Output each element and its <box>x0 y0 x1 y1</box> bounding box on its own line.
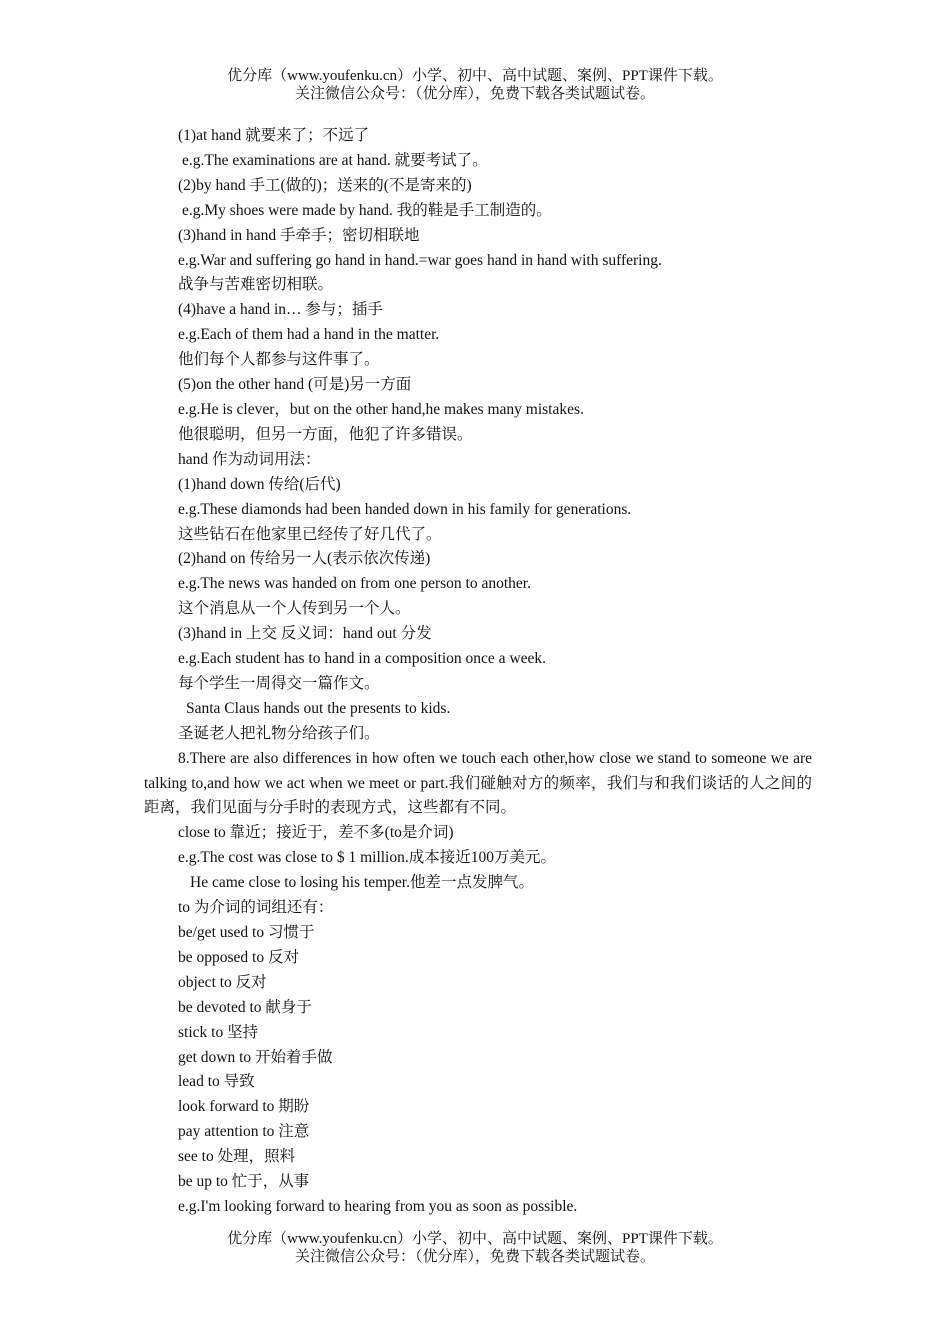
text-line: be up to 忙于，从事 <box>178 1173 310 1191</box>
text-line: to 为介词的词组还有： <box>178 899 334 917</box>
text-line: be devoted to 献身于 <box>178 998 312 1016</box>
header-line-1: 优分库（www.youfenku.cn）小学、初中、高中试题、案例、PPT课件下载。 <box>227 68 723 84</box>
text-line: 圣诞老人把礼物分给孩子们。 <box>178 724 380 742</box>
text-line: 他们每个人都参与这件事了。 <box>178 351 380 369</box>
text-line: e.g.These diamonds had been handed down in his family for generations. <box>178 500 632 518</box>
text-line: e.g.Each of them had a hand in the matter. <box>178 326 440 344</box>
text-line: hand 作为动词用法： <box>178 450 321 468</box>
page-footer <box>0 1230 950 1266</box>
text-line: e.g.The news was handed on from one person to another. <box>178 575 531 593</box>
text-line: look forward to 期盼 <box>178 1098 310 1116</box>
text-line: Santa Claus hands out the presents to kids. <box>186 699 451 717</box>
text-line: (4)have a hand in… 参与；插手 <box>178 301 383 319</box>
text-line: be opposed to 反对 <box>178 948 299 966</box>
text-line: 他很聪明，但另一方面，他犯了许多错误。 <box>178 425 473 443</box>
paragraph-8: 8.There are also differences in how often we touch each other,how close we stand to someone we are talking to,and how we act when we meet or part.我们碰触对方的频率，我们与和我们谈话的人之间的距离，我们见面与分手时的表现方式，这些都有不同。 <box>144 749 812 817</box>
page-header <box>0 67 950 103</box>
text-line: He came close to losing his temper.他差一点发脾气。 <box>190 874 534 892</box>
text-line: lead to 导致 <box>178 1073 255 1091</box>
text-line: (2)hand on 传给另一人(表示依次传递) <box>178 550 431 568</box>
text-line: stick to 坚持 <box>178 1023 259 1041</box>
text-line: get down to 开始着手做 <box>178 1048 333 1066</box>
text-line: 每个学生一周得交一篇作文。 <box>178 674 380 692</box>
text-line: (2)by hand 手工(做的)；送来的(不是寄来的) <box>178 176 472 194</box>
footer-line-1: 优分库（www.youfenku.cn）小学、初中、高中试题、案例、PPT课件下载。 <box>227 1231 723 1247</box>
text-line: (1)at hand 就要来了；不远了 <box>178 127 370 144</box>
text-line: (3)hand in 上交 反义词：hand out 分发 <box>178 625 432 643</box>
text-line: pay attention to 注意 <box>178 1123 310 1141</box>
footer-line-2: 关注微信公众号：（优分库），免费下载各类试题试卷。 <box>294 1249 655 1265</box>
text-line: e.g.Each student has to hand in a composition once a week. <box>178 650 547 668</box>
text-line: e.g.He is clever，but on the other hand,he makes many mistakes. <box>178 400 584 418</box>
header-line-2: 关注微信公众号：（优分库），免费下载各类试题试卷。 <box>294 86 655 102</box>
text-line: 这个消息从一个人传到另一个人。 <box>178 600 411 618</box>
document-body <box>144 124 812 1220</box>
text-line: close to 靠近；接近于，差不多(to是介词) <box>178 824 454 842</box>
text-line: 这些钻石在他家里已经传了好几代了。 <box>178 525 442 543</box>
text-line: see to 处理，照料 <box>178 1148 296 1166</box>
text-line: be/get used to 习惯于 <box>178 924 315 941</box>
text-line: e.g.I'm looking forward to hearing from you as soon as possible. <box>178 1197 578 1215</box>
text-line: e.g.The examinations are at hand. 就要考试了。 <box>182 151 488 169</box>
text-line: (5)on the other hand (可是)另一方面 <box>178 376 412 394</box>
text-line: e.g.War and suffering go hand in hand.=war goes hand in hand with suffering. <box>178 251 662 269</box>
text-line: e.g.The cost was close to $ 1 million.成本接近100万美元。 <box>178 849 556 867</box>
text-line: e.g.My shoes were made by hand. 我的鞋是手工制造的。 <box>182 201 552 219</box>
text-line: 战争与苦难密切相联。 <box>178 276 334 294</box>
text-line: (1)hand down 传给(后代) <box>178 475 341 493</box>
text-line: object to 反对 <box>178 973 267 991</box>
text-line: (3)hand in hand 手牵手；密切相联地 <box>178 226 420 244</box>
